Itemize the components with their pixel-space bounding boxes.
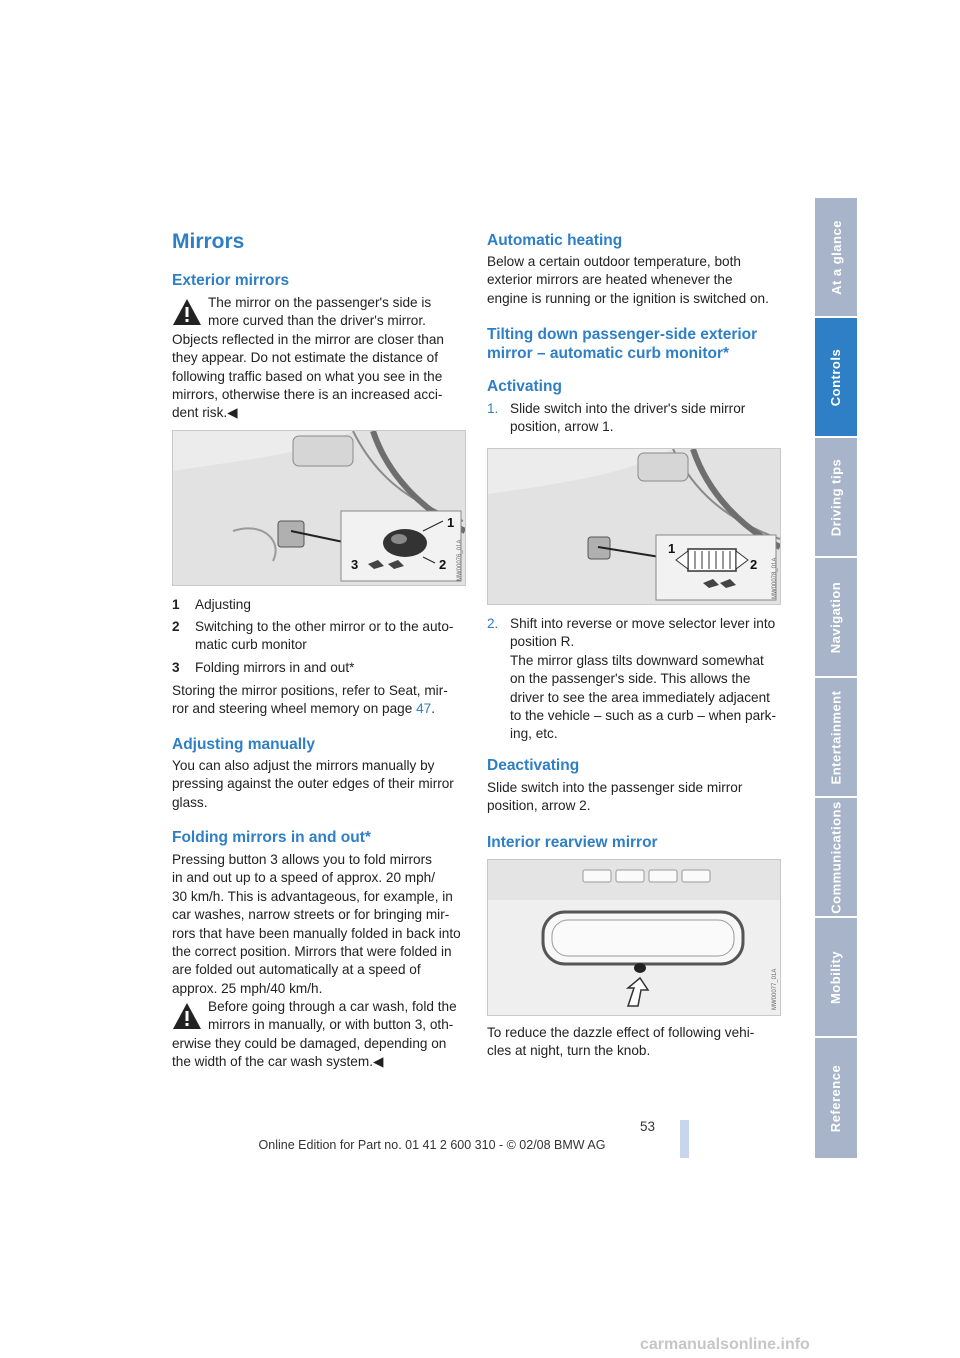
footer-text: Online Edition for Part no. 01 41 2 600 310 - © 02/08 BMW AG [258,1138,606,1152]
section-heading-automatic-heating: Automatic heating [487,232,623,249]
tab-mobility[interactable]: Mobility [815,918,857,1038]
tab-controls[interactable]: Controls [815,318,857,438]
folding-paragraph: Pressing button 3 allows you to fold mirrors in and out up to a speed of approx. 20 mph/ 30 km/h. This is advantageous, for example, in car washes, narrow streets or for bringing mir- rors that have been manually folded in back into the correct position. Mirrors that were folded in are folded out automatically at a speed of approx. 25 mph/40 km/h. [172,852,461,996]
warning-text-2: Before going through a car wash, fold the mirrors in manually, or with button 3, oth- erwise they could be damaged, depending on the width of the car wash system.◀ [172,999,457,1070]
tab-driving-tips[interactable]: Driving tips [815,438,857,558]
page-number: 53 [640,1119,656,1134]
tab-entertainment[interactable]: Entertainment [815,678,857,798]
tab-navigation[interactable]: Navigation [815,558,857,678]
list-item: 3 Folding mirrors in and out* [172,660,355,675]
fig1-label-2: 2 [439,557,447,572]
subheading-activating: Activating [487,378,562,395]
fig2-label-2: 2 [750,557,758,572]
warning-text-1: The mirror on the passenger's side is more curved than the driver's mirror. Objects reflected in the mirror are closer than they appear. Do not estimate the distance of following traffic based on what you see in the mirrors, otherwise there is an increased acci- dent risk.◀ [172,295,444,421]
section-heading-exterior-mirrors: Exterior mirrors [172,272,290,289]
page-marker [680,1120,689,1158]
tab-reference[interactable]: Reference [815,1038,857,1160]
section-heading-adjusting-manually: Adjusting manually [172,736,315,753]
fig2-label-1: 1 [668,541,676,556]
figure-exterior-mirror-switch [172,430,466,586]
deactivating-paragraph: Slide switch into the passenger side mirror position, arrow 2. [487,780,743,814]
figure-curb-monitor-switch [487,448,781,605]
section-heading-tilting-down: Tilting down passenger-side exterior mirror – automatic curb monitor* [487,326,758,362]
fig2-code: MW00078_01A [772,557,778,599]
step-1: 1. Slide switch into the driver's side mirror position, arrow 1. [487,401,746,435]
page-title: Mirrors [172,230,245,253]
section-heading-interior-mirror: Interior rearview mirror [487,834,658,851]
fig1-label-3: 3 [351,557,359,572]
tab-communications[interactable]: Communications [815,798,857,918]
tab-at-a-glance[interactable]: At a glance [815,198,857,318]
page-link[interactable]: 47 [416,701,432,717]
figure-interior-mirror [487,859,781,1016]
watermark: carmanualsonline.info [640,1336,810,1353]
fig3-code: MW00077_01A [772,968,778,1010]
fig1-label-1: 1 [447,515,455,530]
subheading-deactivating: Deactivating [487,757,580,774]
section-heading-folding-mirrors: Folding mirrors in and out* [172,829,371,846]
list-item: 1 Adjusting [172,597,251,612]
list-item: 2 Switching to the other mirror or to the auto- matic curb monitor [172,619,454,653]
interior-paragraph: To reduce the dazzle effect of following vehi- cles at night, turn the knob. [487,1025,755,1059]
adjusting-paragraph: You can also adjust the mirrors manually by pressing against the outer edges of their mirror glass. [172,758,454,810]
fig1-code: MW00076_01A [457,539,463,581]
step-2: 2. Shift into reverse or move selector lever into position R. The mirror glass tilts downward somewhat on the passenger's side. This allows the driver to see the area immediately adjacent to the vehicle – such as a curb – when park- ing, etc. [487,616,776,742]
auto-heating-paragraph: Below a certain outdoor temperature, both exterior mirrors are heated whenever the engine is running or the ignition is switched on. [487,254,769,306]
storing-paragraph: Storing the mirror positions, refer to Seat, mir- ror and steering wheel memory on page 47. [172,683,448,717]
